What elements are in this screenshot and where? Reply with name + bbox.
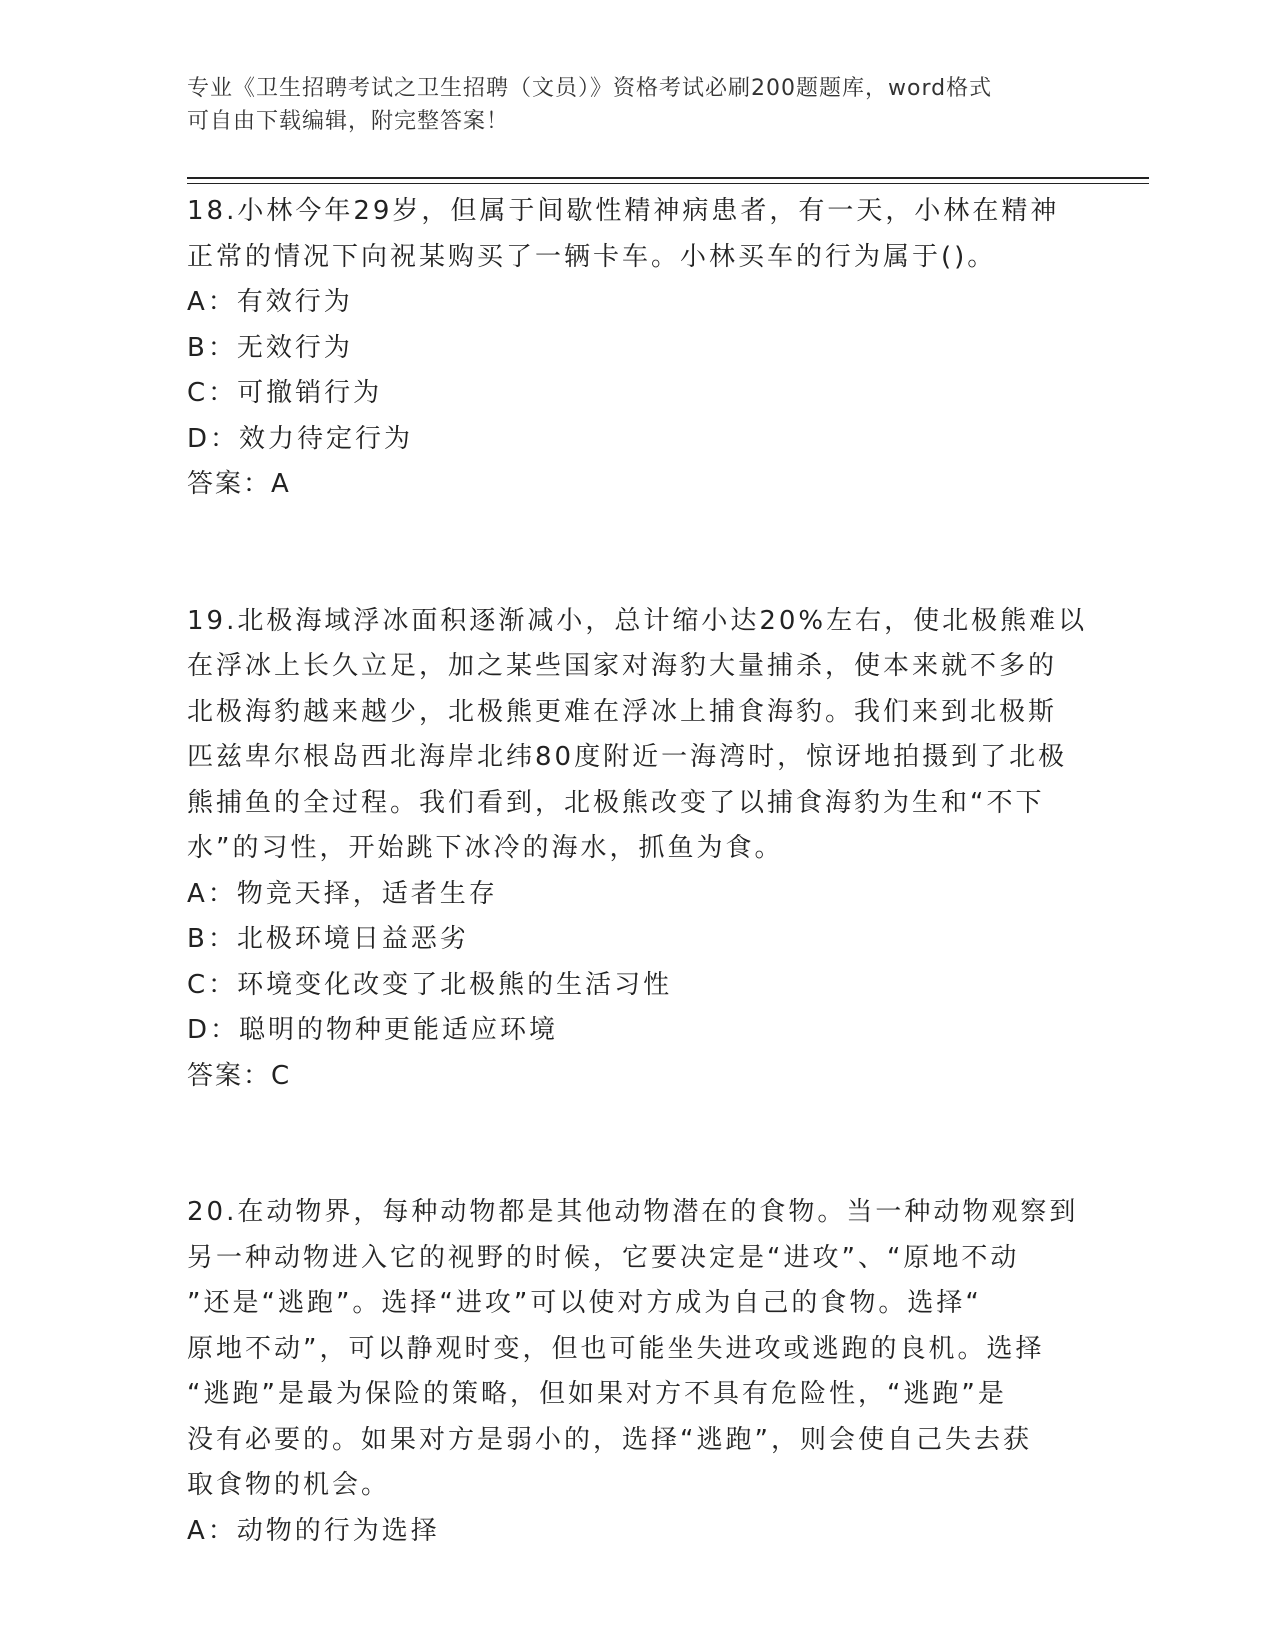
header-divider-thin (187, 183, 1149, 184)
question-text-line: 20.在动物界，每种动物都是其他动物潜在的食物。当一种动物观察到 (187, 1197, 1079, 1227)
question-19 (187, 599, 1087, 1100)
option-b: B：北极环境日益恶劣 (187, 924, 469, 954)
question-text-line: 在浮冰上长久立足，加之某些国家对海豹大量捕杀，使本来就不多的 (187, 651, 1058, 681)
question-text-line: 北极海豹越来越少，北极熊更难在浮冰上捕食海豹。我们来到北极斯 (187, 696, 1058, 727)
document-header (187, 72, 1067, 138)
question-spacer (187, 508, 1087, 599)
question-list (187, 189, 1087, 1554)
option-a: A：有效行为 (187, 287, 353, 317)
option-d: D：效力待定行为 (187, 423, 414, 454)
option-d: D：聪明的物种更能适应环境 (187, 1015, 559, 1045)
header-divider-thick (187, 177, 1149, 179)
question-text-line: 匹兹卑尔根岛西北海岸北纬80度附近一海湾时，惊讶地拍摄到了北极 (187, 742, 1068, 772)
header-line-1: 专业《卫生招聘考试之卫生招聘（文员）》资格考试必刷200题题库，word格式 (187, 76, 993, 101)
question-text-line: 没有必要的。如果对方是弱小的，选择“逃跑”，则会使自己失去获 (187, 1424, 1032, 1455)
header-line-2: 可自由下载编辑，附完整答案！ (187, 109, 510, 134)
question-text-line: “逃跑”是最为保险的策略，但如果对方不具有危险性，“逃跑”是 (187, 1379, 1007, 1409)
answer: 答案：C (187, 1060, 292, 1091)
option-c: C：环境变化改变了北极熊的生活习性 (187, 969, 673, 1000)
option-a: A：动物的行为选择 (187, 1515, 440, 1546)
question-text-line: 水”的习性，开始跳下冰冷的海水，抓鱼为食。 (187, 833, 784, 863)
question-text-line: 19.北极海域浮冰面积逐渐减小，总计缩小达20%左右，使北极熊难以 (187, 605, 1088, 636)
option-b: B：无效行为 (187, 332, 353, 363)
question-text-line: 18.小林今年29岁，但属于间歇性精神病患者，有一天，小林在精神 (187, 196, 1060, 226)
option-c: C：可撤销行为 (187, 378, 383, 408)
question-20 (187, 1190, 1087, 1554)
question-text-line: 原地不动”，可以静观时变，但也可能坐失进攻或逃跑的良机。选择 (187, 1333, 1045, 1364)
option-a: A：物竞天择，适者生存 (187, 878, 498, 909)
question-text-line: 另一种动物进入它的视野的时候，它要决定是“进攻”、“原地不动 (187, 1242, 1020, 1273)
question-text-line: 取食物的机会。 (187, 1470, 391, 1500)
question-spacer (187, 1099, 1087, 1190)
question-text-line: 正常的情况下向祝某购买了一辆卡车。小林买车的行为属于()。 (187, 241, 997, 272)
answer: 答案：A (187, 469, 291, 499)
question-text-line: ”还是“逃跑”。选择“进攻”可以使对方成为自己的食物。选择“ (187, 1288, 982, 1318)
question-18 (187, 189, 1087, 508)
question-text-line: 熊捕鱼的全过程。我们看到，北极熊改变了以捕食海豹为生和“不下 (187, 787, 1045, 818)
